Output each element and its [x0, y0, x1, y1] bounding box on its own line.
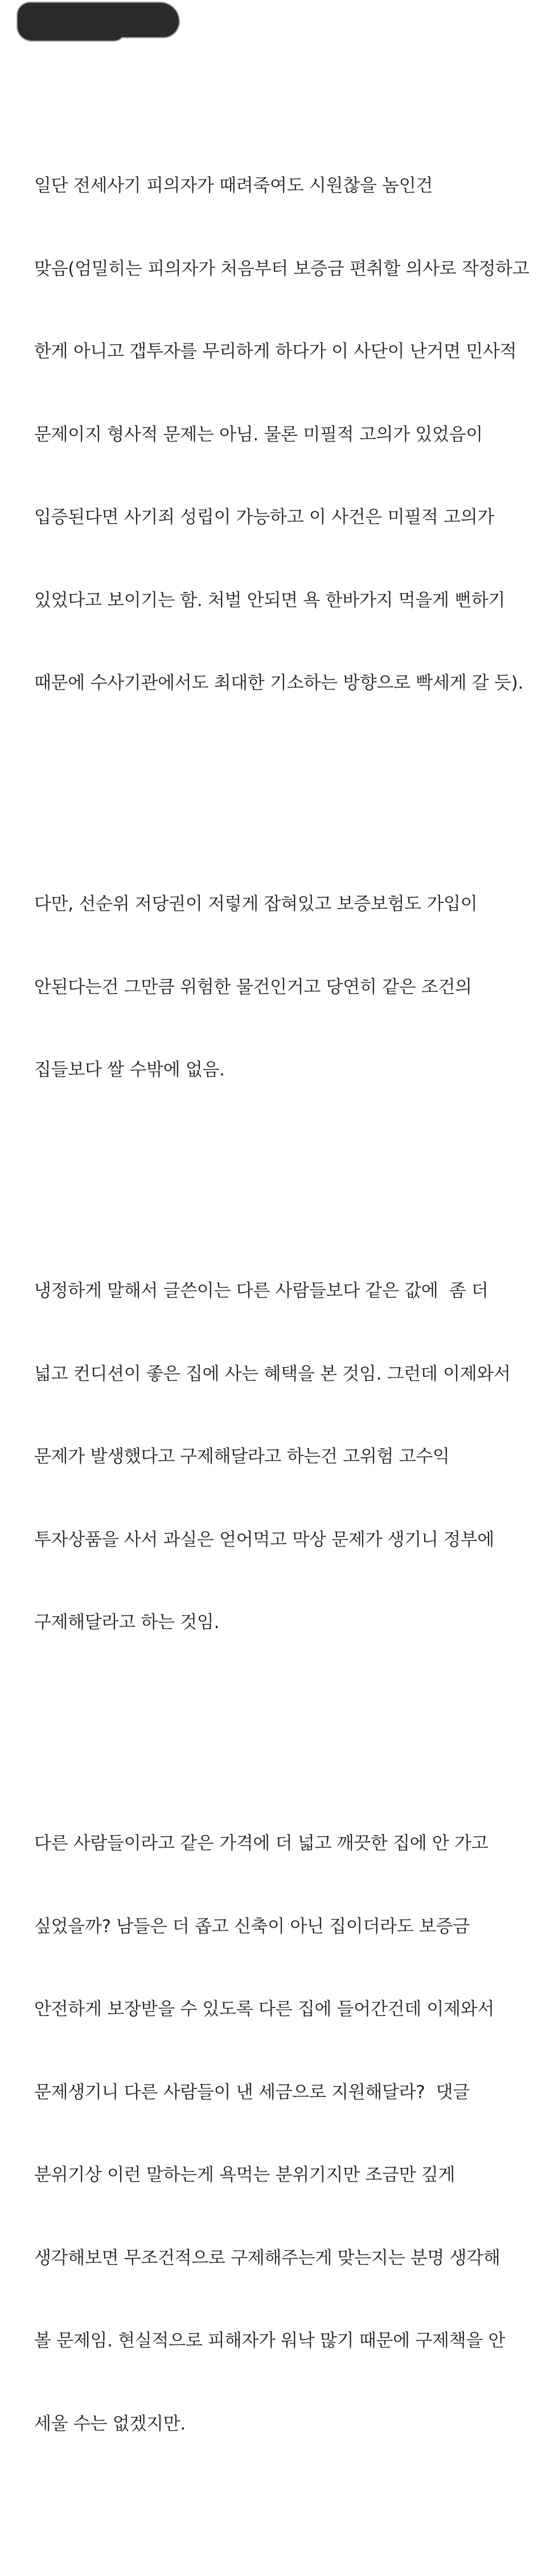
paragraph-3	[34, 1222, 535, 1692]
text-line: 안전하게 보장받을 수 있도록 다른 집에 들어간건데 이제와서	[34, 1999, 495, 2019]
text-line: 집들보다 쌀 수밖에 없음.	[34, 1060, 225, 1080]
paragraph-4	[34, 1774, 535, 2493]
text-line: 세울 수는 없겠지만.	[34, 2413, 186, 2434]
text-line: 문제가 발생했다고 구제해달라고 하는건 고위험 고수익	[34, 1446, 450, 1467]
text-line: 다른 사람들이라고 같은 가격에 더 넓고 깨끗한 집에 안 가고	[34, 1833, 489, 1854]
text-line: 문제이지 형사적 문제는 아님. 물론 미필적 고의가 있었음이	[34, 424, 483, 445]
text-line: 안된다는건 그만큼 위험한 물건인거고 당연히 같은 조건의	[34, 976, 472, 997]
text-line: 문제생기니 다른 사람들이 낸 세금으로 지원해달라? 댓글	[34, 2082, 470, 2103]
text-line: 입증된다면 사기죄 성립이 가능하고 이 사건은 미필적 고의가	[34, 507, 495, 528]
post-body	[34, 62, 535, 2576]
text-line: 때문에 수사기관에서도 최대한 기소하는 방향으로 빡세게 갈 듯).	[34, 673, 524, 693]
redacted-remnant	[68, 38, 148, 43]
text-line: 분위기상 이런 말하는게 욕먹는 분위기지만 조금만 깊게	[34, 2165, 455, 2185]
redaction-bar-icon	[17, 2, 179, 38]
text-line: 투자상품을 사서 과실은 얻어먹고 막상 문제가 생기니 정부에	[34, 1529, 495, 1550]
text-line: 맞음(엄밀히는 피의자가 처음부터 보증금 편취할 의사로 작정하고	[34, 258, 530, 279]
paragraph-1	[34, 117, 535, 753]
text-line: 구제해달라고 하는 것임.	[34, 1612, 220, 1633]
text-line: 한게 아니고 갭투자를 무리하게 하다가 이 사단이 난거면 민사적	[34, 341, 517, 362]
text-line: 있었다고 보이기는 함. 처벌 안되면 욕 한바가지 먹을게 뻔하기	[34, 590, 506, 611]
paragraph-2	[34, 835, 535, 1139]
text-line: 볼 문제임. 현실적으로 피해자가 워낙 많기 때문에 구제책을 안	[34, 2330, 506, 2351]
text-line: 넓고 컨디션이 좋은 집에 사는 혜택을 본 것임. 그런데 이제와서	[34, 1363, 511, 1384]
text-line: 일단 전세사기 피의자가 때려죽여도 시원찮을 놈인건	[34, 175, 433, 196]
text-line: 싶었을까? 남들은 더 좁고 신축이 아닌 집이더라도 보증금	[34, 1916, 470, 1937]
text-line: 다만, 선순위 저당권이 저렇게 잡혀있고 보증보험도 가입이	[34, 894, 478, 914]
text-line: 생각해보면 무조건적으로 구제해주는게 맞는지는 분명 생각해	[34, 2247, 500, 2268]
text-line: 냉정하게 말해서 글쓴이는 다른 사람들보다 같은 값에 좀 더	[34, 1281, 489, 1301]
